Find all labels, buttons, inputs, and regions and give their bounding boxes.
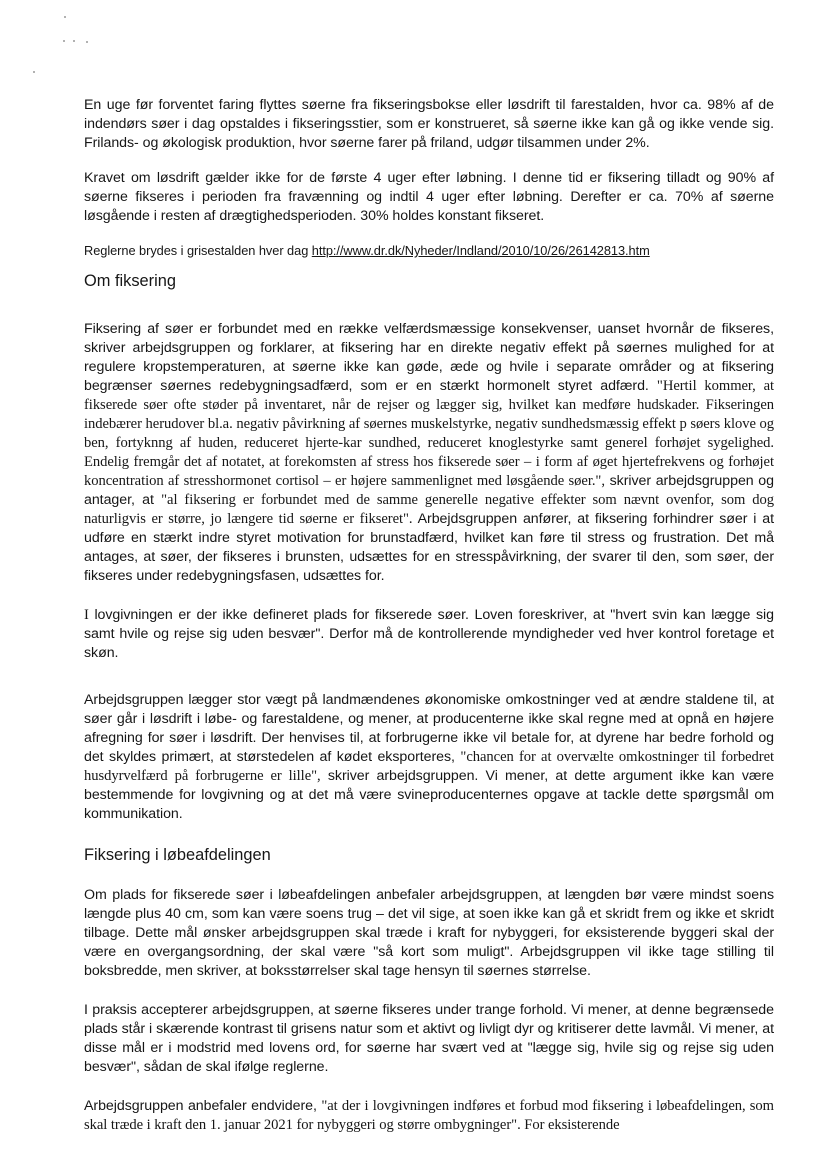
text-segment: For eksisterende: [520, 1117, 620, 1133]
quote-segment: "Hertil kommer, at fikserede søer ofte støder på inventaret, når de rejser og lægger sig, hvilket kan medføre hudskader. Fikseringen indebærer herudover bl.a. negativ påvirkning af søernes muskelstyrke, negativ sundhedsmæssig effekt p søers klove og ben, fortyknng af huden, reduceret hjerte-kar sundhed, reduceret knoglestyrke samt generel forhøjet sygelighed. Endelig fremgår det af notatet, at forekomsten af stress hos fikserede søer – i form af øget hjertefrekvens og forhøjet koncentration af stresshormonet cortisol – er højere sammenlignet med løsgående søer.",: [84, 378, 775, 489]
source-reference: [84, 242, 774, 260]
scan-speck: [33, 71, 35, 73]
scan-speck: [73, 40, 75, 42]
quote-segment: "at der i lovgivningen indføres et forbud mod fiksering i løbeafdelingen, som skal træde i kraft den 1. januar 2021 for nybyggeri og større ombygninger".: [84, 1098, 774, 1133]
quote-segment: "al fiksering er forbundet med de samme generelle negative effekter som nævnt ovenfor, som dog naturligvis er større, jo længere tid søerne er fikseret".: [84, 492, 774, 527]
text-segment: Fiksering af søer er forbundet med en række velfærdsmæssige konsekvenser, uanset hvornår de fikseres, skriver arbejdsgruppen og forklarer, at fiksering har en direkte negativ effekt på søernes mulighed for at regulere kropstemperaturen, at søerne ikke kan gøde, æde og hvile i separate områder og at fiksering begrænser søernes redebygningsadfærd, som er en stærkt hormonelt styret adfærd.: [84, 321, 774, 394]
text-segment: Arbejdsgruppen lægger stor vægt på landmændenes økonomiske omkostninger ved at ændre staldene til, at søer går i løsdrift i løbe- og farestaldene, og mener, at producenterne ikke skal regne med at opnå en højere afregning for søer i løsdrift. Der henvises til, at forbrugerne ikke vil betale for, at dyrene har bedre forhold og det skyldes primært, at størstedelen af kødet eksporteres,: [84, 692, 774, 765]
paragraph-forbud: [84, 1097, 774, 1135]
text-segment: I: [84, 607, 89, 623]
paragraph-okonomi: [84, 691, 774, 824]
text-segment: skriver arbejdsgruppen og antager, at: [84, 473, 774, 508]
paragraph-loesdrift: Kravet om løsdrift gælder ikke for de første 4 uger efter løbning. I denne tid er fiksering tilladt og 90% af søerne fikseres i perioden fra fravænning og indtil 4 uger efter løbning. Derefter er ca. 70% af søerne løsgående i resten af drægtighedsperioden. 30% holdes konstant fikseret.: [84, 170, 774, 224]
scan-speck: [86, 41, 88, 43]
source-text: Reglerne brydes i grisestalden hver dag: [84, 243, 312, 258]
quote-segment: "chancen for at overvælte omkostninger til forbedret husdyrvelfærd på forbrugerne er lille",: [84, 749, 774, 784]
text-segment: Arbejdsgruppen anbefaler endvidere,: [84, 1098, 322, 1114]
heading-fiksering-loebeafdeling: Fiksering i løbeafdelingen: [84, 846, 271, 864]
scan-speck: [63, 40, 65, 42]
heading-om-fiksering: Om fiksering: [84, 272, 176, 290]
source-link[interactable]: http://www.dr.dk/Nyheder/Indland/2010/10/26/26142813.htm: [311, 243, 650, 258]
document-body: [84, 96, 774, 1135]
text-segment: Arbejdsgruppen anfører, at fiksering forhindrer søer i at udføre en stærkt indre styret motivation for brunstadfærd, hvilket kan føre til stress og frustration. Det må antages, at søer, der fikseres i brunsten, udsættes for en stresspåvirkning, der svarer til den, som søer, der fikseres under redebygningsfasen, udsættes for.: [84, 511, 775, 584]
text-segment: lovgivningen er der ikke defineret plads for fikserede søer. Loven foreskriver, at "hvert svin kan lægge sig samt hvile og rejse sig uden besvær". Derfor må de kontrollerende myndigheder ved hver kontrol foretage et skøn.: [84, 607, 774, 661]
paragraph-plads: Om plads for fikserede søer i løbeafdelingen anbefaler arbejdsgruppen, at længden bør være mindst soens længde plus 40 cm, som kan være soens trug – det vil sige, at soen ikke kan gå et skridt frem og ikke et skridt tilbage. Dette mål ønsker arbejdsgruppen skal træde i kraft for nybyggeri, for eksisterende byggeri skal der være en overgangsordning, der skal være "så kort som muligt". Arbejdsgruppen vil ikke tage stilling til boksbredde, men skriver, at boksstørrelser skal tage hensyn til søernes størrelse.: [84, 887, 774, 979]
scan-speck: [64, 16, 66, 18]
paragraph-farestald: En uge før forventet faring flyttes søerne fra fikseringsbokse eller løsdrift til farestalden, hvor ca. 98% af de indendørs søer i dag opstaldes i fikseringsstier, som er konstrueret, så søerne ikke kan gå og ikke vende sig. Frilands- og økologisk produktion, hvor søerne farer på friland, udgør tilsammen under 2%.: [84, 97, 774, 151]
text-segment: skriver arbejdsgruppen. Vi mener, at dette argument ikke kan være bestemmende for lovgivning og at det må være svineproducenternes opgave at tackle dette spørgsmål om kommunikation.: [84, 768, 774, 822]
paragraph-om-fiksering: [84, 320, 774, 586]
paragraph-lovgivning: [84, 606, 774, 663]
paragraph-praksis: I praksis accepterer arbejdsgruppen, at søerne fikseres under trange forhold. Vi mener, at denne begrænsede plads står i skærende kontrast til grisens natur som et aktivt og livligt dyr og kritiserer dette lavmål. Vi mener, at disse mål er i modstrid med lovens ord, for søerne har svært ved at "lægge sig, hvile sig og rejse sig uden besvær", sådan de skal ifølge reglerne.: [84, 1002, 774, 1075]
